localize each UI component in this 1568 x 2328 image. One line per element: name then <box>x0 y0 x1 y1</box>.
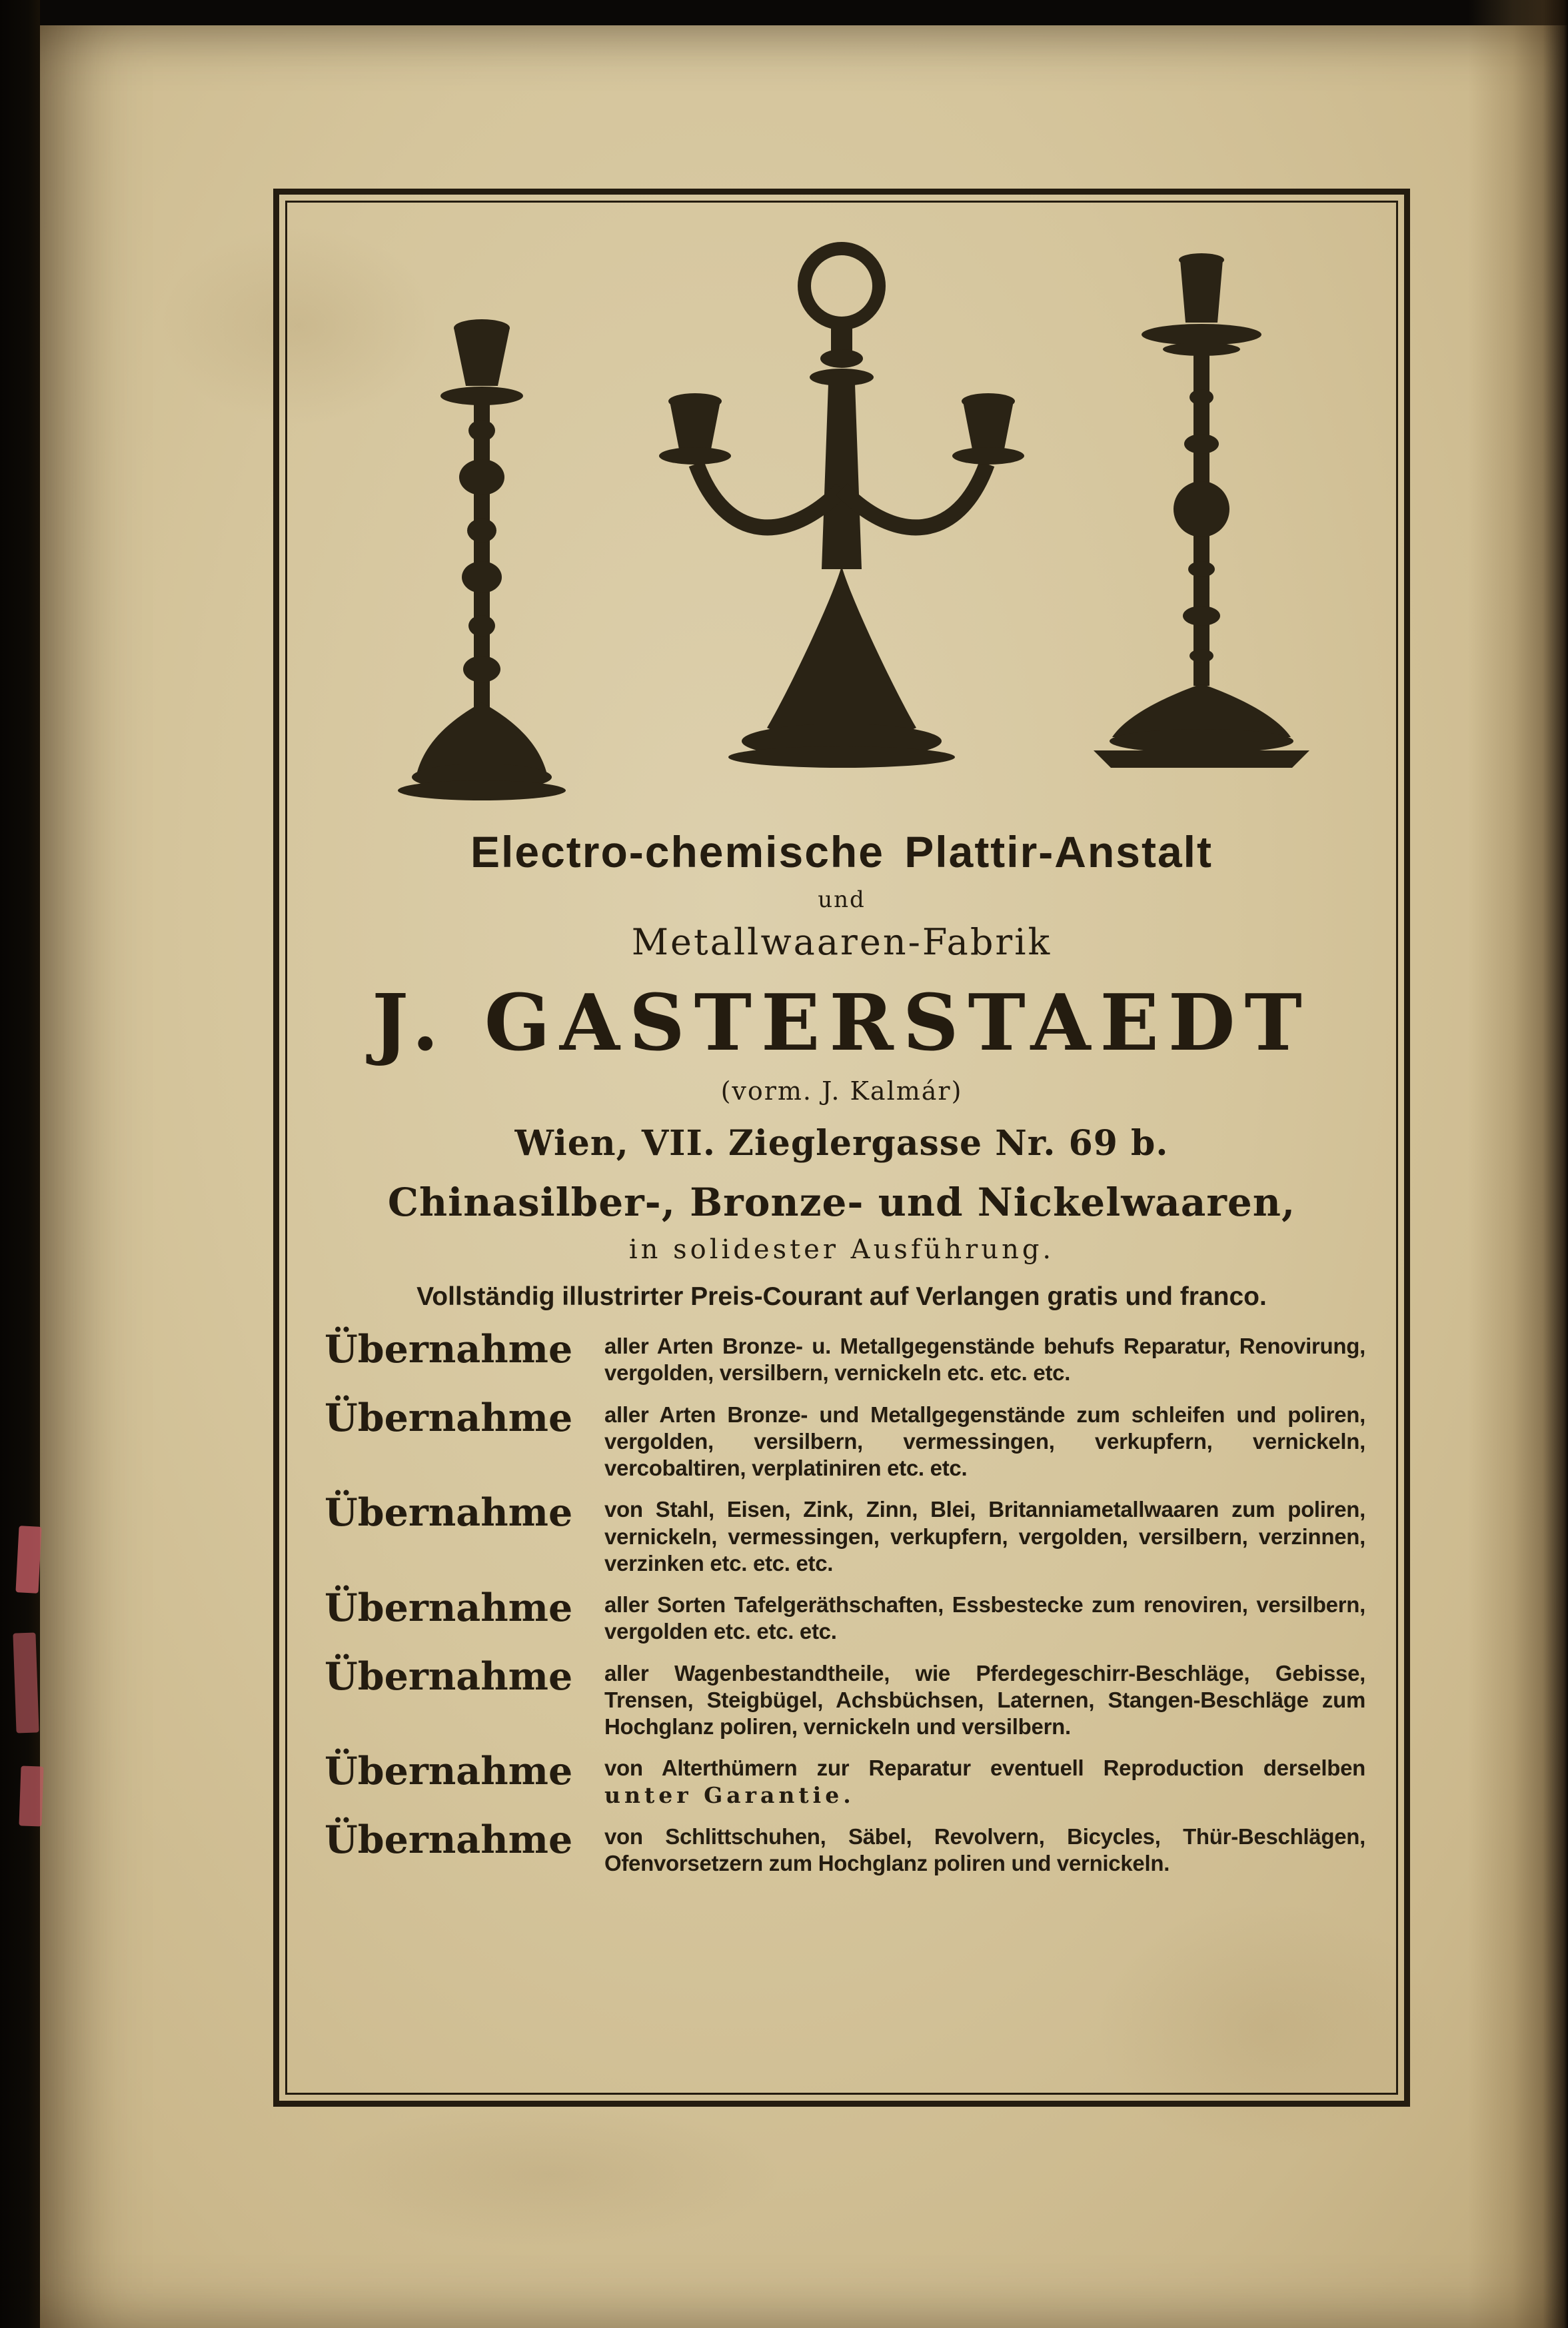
service-description: aller Arten Bronze- u. Metallgegenstände behufs Reparatur, Renovirung, vergolden, versilbern, vernickeln etc. etc. etc. <box>604 1334 1365 1386</box>
red-edge-mark <box>19 1765 43 1826</box>
service-row <box>325 1656 1365 1741</box>
paper-stain <box>319 2101 785 2248</box>
service-label: Übernahme <box>325 1327 573 1372</box>
advertisement-content <box>285 201 1398 2095</box>
tall-candlestick-icon <box>1094 253 1309 768</box>
price-courant-line: Vollständig illustrirter Preis-Courant auf Verlangen gratis und franco. <box>416 1282 1267 1311</box>
single-candlestick-icon <box>398 319 566 800</box>
service-label: Übernahme <box>325 1395 573 1440</box>
address-line: Wien, VII. Zieglergasse Nr. 69 b. <box>514 1123 1169 1164</box>
services-list <box>306 1329 1377 1877</box>
service-row <box>325 1819 1365 1877</box>
service-description: von Schlittschuhen, Säbel, Revolvern, Bicycles, Thür-Beschlägen, Ofenvorsetzern zum Hochglanz poliren und vernickeln. <box>604 1823 1365 1875</box>
service-label: Übernahme <box>325 1749 573 1794</box>
service-description <box>604 1751 1365 1809</box>
quality-line: in solidester Ausführung. <box>628 1234 1055 1265</box>
paper-background <box>39 25 1568 2328</box>
service-label: Übernahme <box>325 1490 573 1536</box>
service-label: Übernahme <box>325 1817 573 1862</box>
service-label: Übernahme <box>325 1586 573 1630</box>
two-arm-candelabra-icon <box>659 249 1024 768</box>
service-row <box>325 1751 1365 1809</box>
former-owner-line: (vorm. J. Kalmár) <box>720 1076 963 1106</box>
service-row <box>325 1588 1365 1646</box>
advertisement-frame <box>273 189 1410 2107</box>
service-description: aller Wagenbestandtheile, wie Pferdegeschirr-Beschläge, Gebisse, Trensen, Steigbügel, Achsbüchsen, Laternen, Stangen-Beschläge zum Hochglanz poliren, vernickeln und versilbern. <box>604 1660 1365 1739</box>
headline-metallwaaren-fabrik: Metallwaaren-Fabrik <box>631 921 1052 963</box>
service-description-text: von Alterthümern zur Reparatur eventuell Reproduction derselben <box>604 1755 1365 1781</box>
headline-und: und <box>818 886 866 913</box>
service-row <box>325 1329 1365 1387</box>
service-description: von Stahl, Eisen, Zink, Zinn, Blei, Britanniametallwaaren zum poliren, vernickeln, vermessingen, verkupfern, vergolden, versilbern, verzinnen, verzinken etc. etc. etc. <box>604 1497 1365 1576</box>
service-description: aller Sorten Tafelgeräthschaften, Essbestecke zum renoviren, versilbern, vergolden etc. etc. etc. <box>604 1592 1365 1644</box>
book-binding-edge <box>0 0 40 2328</box>
products-line: Chinasilber-, Bronze- und Nickelwaaren, <box>387 1180 1296 1225</box>
red-edge-mark <box>15 1526 41 1594</box>
service-label: Übernahme <box>325 1654 573 1699</box>
service-description-emphasis: unter Garantie. <box>604 1781 855 1808</box>
service-row <box>325 1395 1365 1482</box>
candlestick-illustrations <box>306 223 1377 809</box>
adjacent-page-edge <box>1468 0 1568 2328</box>
candlesticks-engraving <box>322 223 1361 809</box>
service-description: aller Arten Bronze- und Metallgegenstände zum schleifen und poliren, vergolden, versilbern, vermessingen, verkupfern, vernickeln, vercobaltiren, verplatiniren etc. etc. <box>604 1402 1365 1480</box>
company-name: J. GASTERSTAEDT <box>372 978 1311 1068</box>
service-row <box>325 1492 1365 1577</box>
red-edge-mark <box>13 1632 39 1733</box>
headline-electro-chemische: Electro-chemische Plattir-Anstalt <box>470 827 1213 876</box>
